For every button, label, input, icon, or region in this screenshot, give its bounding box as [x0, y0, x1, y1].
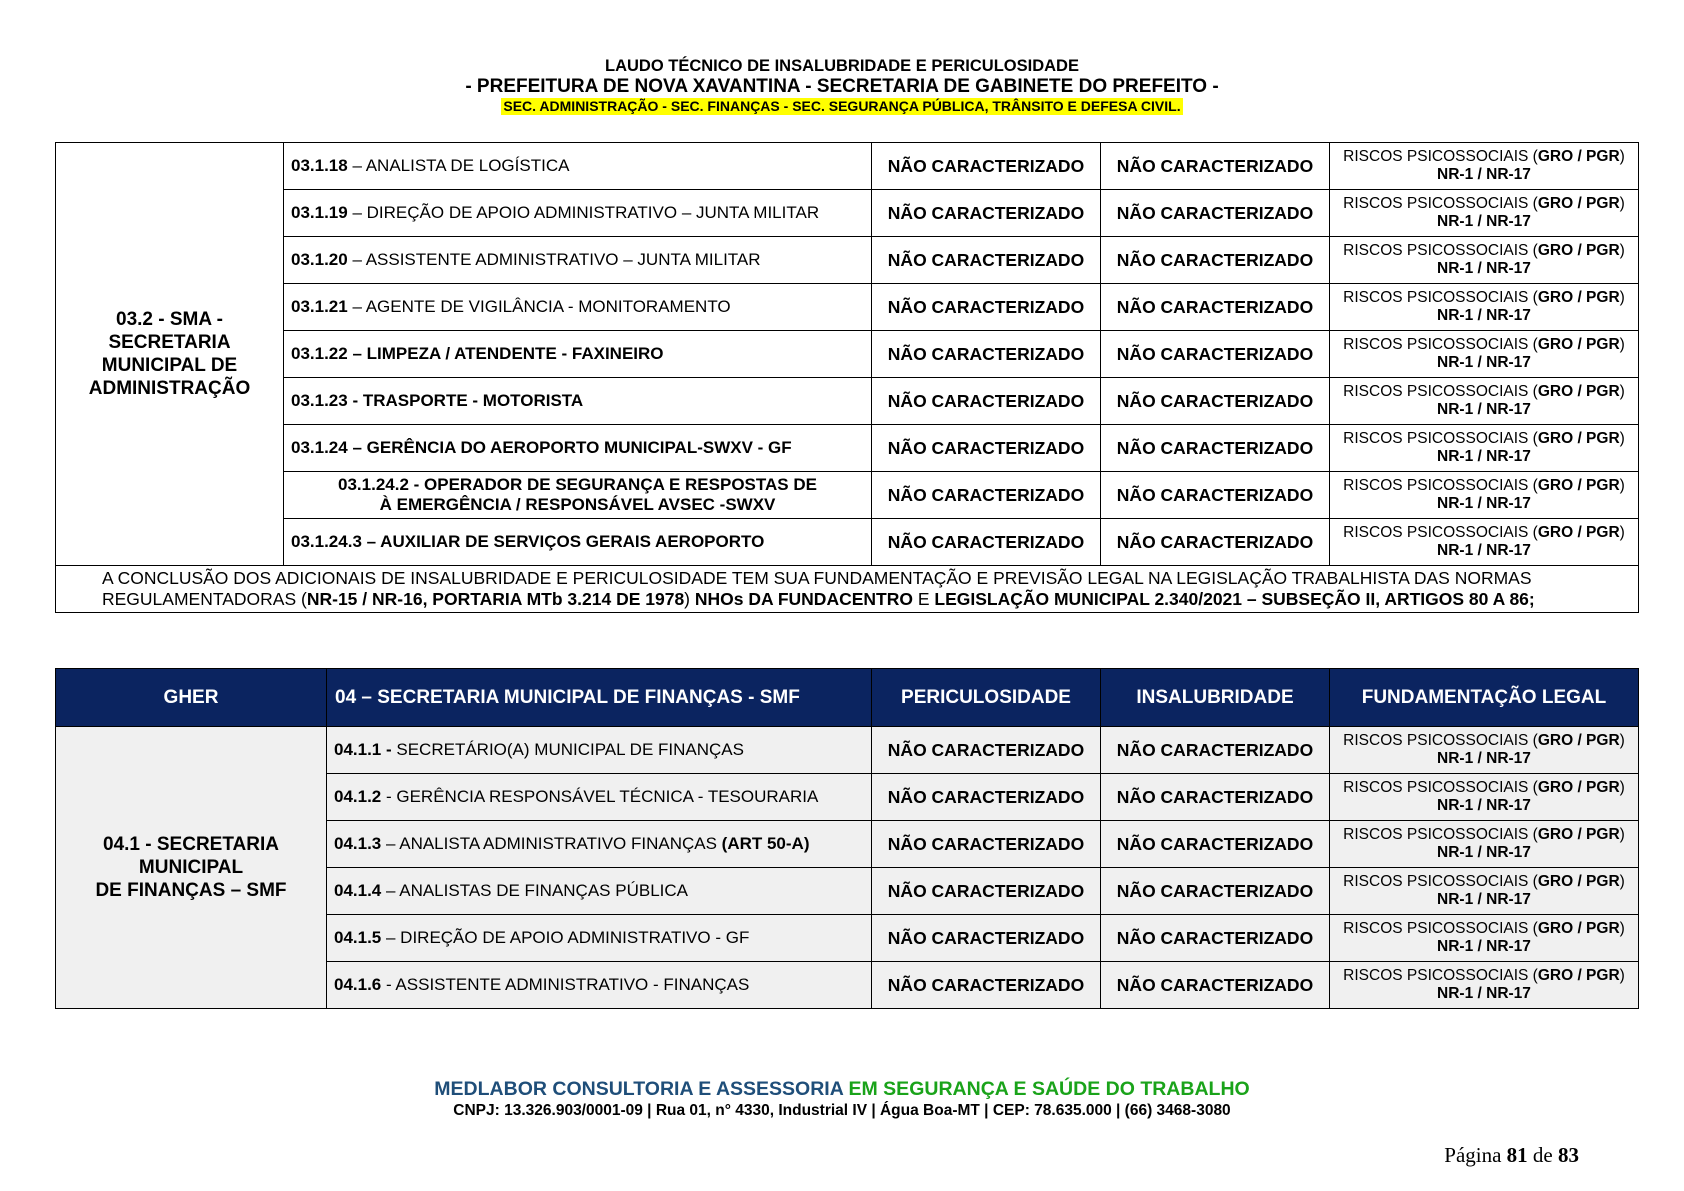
finance-table-header: [56, 669, 1639, 727]
conclusion-text: A CONCLUSÃO DOS ADICIONAIS DE INSALUBRIDADE E PERICULOSIDADE TEM SUA FUNDAMENTAÇÃO E PREVISÃO LEGAL NA LEGISLAÇÃO TRABALHISTA DAS NORMAS REGULAMENTADORAS (NR-15 / NR-16, PORTARIA MTb 3.214 DE 1978) NHOs DA FUNDACENTRO E LEGISLAÇÃO MUNICIPAL 2.340/2021 – SUBSEÇÃO II, ARTIGOS 80 A 86;: [56, 566, 1639, 613]
function-cell: 03.1.21 – AGENTE DE VIGILÂNCIA - MONITORAMENTO: [284, 284, 872, 331]
table-row: [56, 519, 1639, 566]
legal-basis-cell: RISCOS PSICOSSOCIAIS (GRO / PGR) NR-1 / NR-17: [1330, 378, 1639, 425]
company-address: CNPJ: 13.326.903/0001-09 | Rua 01, n° 4330, Industrial IV | Água Boa-MT | CEP: 78.635.000 | (66) 3468-3080: [453, 1102, 1231, 1119]
function-cell: 04.1.4 – ANALISTAS DE FINANÇAS PÚBLICA: [327, 868, 872, 915]
periculosidade-cell: NÃO CARACTERIZADO: [872, 821, 1101, 868]
sector-line: MUNICIPAL: [138, 857, 244, 878]
periculosidade-cell: NÃO CARACTERIZADO: [872, 425, 1101, 472]
table-row: [56, 331, 1639, 378]
sector-line: MUNICIPAL DE: [101, 355, 238, 376]
legal-basis-cell: RISCOS PSICOSSOCIAIS (GRO / PGR) NR-1 / NR-17: [1330, 143, 1639, 190]
report-subtitle: - PREFEITURA DE NOVA XAVANTINA - SECRETARIA DE GABINETE DO PREFEITO -: [465, 76, 1219, 97]
sector-line: DE FINANÇAS – SMF: [95, 880, 287, 901]
legal-basis-cell: RISCOS PSICOSSOCIAIS (GRO / PGR) NR-1 / NR-17: [1330, 519, 1639, 566]
table-row: [56, 425, 1639, 472]
insalubridade-cell: NÃO CARACTERIZADO: [1101, 331, 1330, 378]
periculosidade-cell: NÃO CARACTERIZADO: [872, 727, 1101, 774]
insalubridade-cell: NÃO CARACTERIZADO: [1101, 915, 1330, 962]
periculosidade-cell: NÃO CARACTERIZADO: [872, 237, 1101, 284]
insalubridade-cell: NÃO CARACTERIZADO: [1101, 962, 1330, 1009]
function-cell: 04.1.2 - GERÊNCIA RESPONSÁVEL TÉCNICA - TESOURARIA: [327, 774, 872, 821]
table-row: [56, 378, 1639, 425]
function-cell: 03.1.19 – DIREÇÃO DE APOIO ADMINISTRATIVO – JUNTA MILITAR: [284, 190, 872, 237]
table-row: [56, 143, 1639, 190]
table-row: [56, 284, 1639, 331]
insalubridade-cell: NÃO CARACTERIZADO: [1101, 472, 1330, 519]
periculosidade-cell: NÃO CARACTERIZADO: [872, 472, 1101, 519]
periculosidade-cell: NÃO CARACTERIZADO: [872, 331, 1101, 378]
table-row: [56, 727, 1639, 774]
function-cell: 03.1.24 – GERÊNCIA DO AEROPORTO MUNICIPAL-SWXV - GF: [284, 425, 872, 472]
function-cell: 04.1.1 - SECRETÁRIO(A) MUNICIPAL DE FINANÇAS: [327, 727, 872, 774]
sector-line: 03.2 - SMA -: [116, 309, 223, 330]
periculosidade-cell: NÃO CARACTERIZADO: [872, 378, 1101, 425]
function-cell: 04.1.5 – DIREÇÃO DE APOIO ADMINISTRATIVO - GF: [327, 915, 872, 962]
periculosidade-cell: NÃO CARACTERIZADO: [872, 284, 1101, 331]
header-gher: GHER: [56, 669, 327, 727]
page-number: Página 81 de 83: [1444, 1143, 1579, 1167]
insalubridade-cell: NÃO CARACTERIZADO: [1101, 519, 1330, 566]
legal-basis-cell: RISCOS PSICOSSOCIAIS (GRO / PGR) NR-1 / NR-17: [1330, 727, 1639, 774]
insalubridade-cell: NÃO CARACTERIZADO: [1101, 868, 1330, 915]
company-name: MEDLABOR CONSULTORIA E ASSESSORIA EM SEGURANÇA E SAÚDE DO TRABALHO: [434, 1078, 1250, 1100]
header-insalubridade: INSALUBRIDADE: [1101, 669, 1330, 727]
periculosidade-cell: NÃO CARACTERIZADO: [872, 868, 1101, 915]
legal-basis-cell: RISCOS PSICOSSOCIAIS (GRO / PGR) NR-1 / NR-17: [1330, 237, 1639, 284]
legal-basis-cell: RISCOS PSICOSSOCIAIS (GRO / PGR) NR-1 / NR-17: [1330, 915, 1639, 962]
insalubridade-cell: NÃO CARACTERIZADO: [1101, 378, 1330, 425]
insalubridade-cell: NÃO CARACTERIZADO: [1101, 425, 1330, 472]
table-row: [56, 237, 1639, 284]
administration-table: [55, 142, 1639, 613]
insalubridade-cell: NÃO CARACTERIZADO: [1101, 774, 1330, 821]
legal-basis-cell: RISCOS PSICOSSOCIAIS (GRO / PGR) NR-1 / NR-17: [1330, 331, 1639, 378]
legal-basis-cell: RISCOS PSICOSSOCIAIS (GRO / PGR) NR-1 / NR-17: [1330, 868, 1639, 915]
periculosidade-cell: NÃO CARACTERIZADO: [872, 190, 1101, 237]
table-row: [56, 190, 1639, 237]
report-title: LAUDO TÉCNICO DE INSALUBRIDADE E PERICULOSIDADE: [605, 57, 1079, 75]
function-cell: 03.1.18 – ANALISTA DE LOGÍSTICA: [284, 143, 872, 190]
sector-line: SECRETARIA: [108, 332, 231, 353]
periculosidade-cell: NÃO CARACTERIZADO: [872, 519, 1101, 566]
function-cell: 03.1.24.3 – AUXILIAR DE SERVIÇOS GERAIS AEROPORTO: [284, 519, 872, 566]
periculosidade-cell: NÃO CARACTERIZADO: [872, 915, 1101, 962]
sector-cell: [56, 727, 327, 1009]
legal-basis-cell: RISCOS PSICOSSOCIAIS (GRO / PGR) NR-1 / NR-17: [1330, 190, 1639, 237]
insalubridade-cell: NÃO CARACTERIZADO: [1101, 190, 1330, 237]
function-cell: 04.1.6 - ASSISTENTE ADMINISTRATIVO - FINANÇAS: [327, 962, 872, 1009]
header-periculosidade: PERICULOSIDADE: [872, 669, 1101, 727]
legal-basis-cell: RISCOS PSICOSSOCIAIS (GRO / PGR) NR-1 / NR-17: [1330, 962, 1639, 1009]
report-highlight: SEC. ADMINISTRAÇÃO - SEC. FINANÇAS - SEC. SEGURANÇA PÚBLICA, TRÂNSITO E DEFESA CIVIL.: [503, 98, 1181, 114]
sector-line: ADMINISTRAÇÃO: [88, 378, 251, 399]
legal-basis-cell: RISCOS PSICOSSOCIAIS (GRO / PGR) NR-1 / NR-17: [1330, 774, 1639, 821]
insalubridade-cell: NÃO CARACTERIZADO: [1101, 821, 1330, 868]
header-sector: 04 – SECRETARIA MUNICIPAL DE FINANÇAS - SMF: [327, 669, 872, 727]
function-cell: 03.1.22 – LIMPEZA / ATENDENTE - FAXINEIRO: [284, 331, 872, 378]
legal-basis-cell: RISCOS PSICOSSOCIAIS (GRO / PGR) NR-1 / NR-17: [1330, 425, 1639, 472]
conclusion-row: [56, 566, 1639, 613]
insalubridade-cell: NÃO CARACTERIZADO: [1101, 237, 1330, 284]
legal-basis-cell: RISCOS PSICOSSOCIAIS (GRO / PGR) NR-1 / NR-17: [1330, 821, 1639, 868]
function-cell: 03.1.20 – ASSISTENTE ADMINISTRATIVO – JUNTA MILITAR: [284, 237, 872, 284]
sector-cell: [56, 143, 284, 566]
insalubridade-cell: NÃO CARACTERIZADO: [1101, 284, 1330, 331]
periculosidade-cell: NÃO CARACTERIZADO: [872, 774, 1101, 821]
header-fundamentacao: FUNDAMENTAÇÃO LEGAL: [1330, 669, 1639, 727]
legal-basis-cell: RISCOS PSICOSSOCIAIS (GRO / PGR) NR-1 / NR-17: [1330, 284, 1639, 331]
function-cell: 04.1.3 – ANALISTA ADMINISTRATIVO FINANÇAS (ART 50-A): [327, 821, 872, 868]
insalubridade-cell: NÃO CARACTERIZADO: [1101, 143, 1330, 190]
document-header: [0, 56, 1684, 116]
sector-line: 04.1 - SECRETARIA: [103, 834, 279, 855]
insalubridade-cell: NÃO CARACTERIZADO: [1101, 727, 1330, 774]
periculosidade-cell: NÃO CARACTERIZADO: [872, 143, 1101, 190]
function-cell: 03.1.24.2 - OPERADOR DE SEGURANÇA E RESPOSTAS DE À EMERGÊNCIA / RESPONSÁVEL AVSEC -SWXV: [284, 472, 872, 519]
finance-table: [55, 668, 1639, 1009]
legal-basis-cell: RISCOS PSICOSSOCIAIS (GRO / PGR) NR-1 / NR-17: [1330, 472, 1639, 519]
document-footer: [0, 1077, 1684, 1121]
table-row: [56, 472, 1639, 519]
function-cell: 03.1.23 - TRASPORTE - MOTORISTA: [284, 378, 872, 425]
periculosidade-cell: NÃO CARACTERIZADO: [872, 962, 1101, 1009]
